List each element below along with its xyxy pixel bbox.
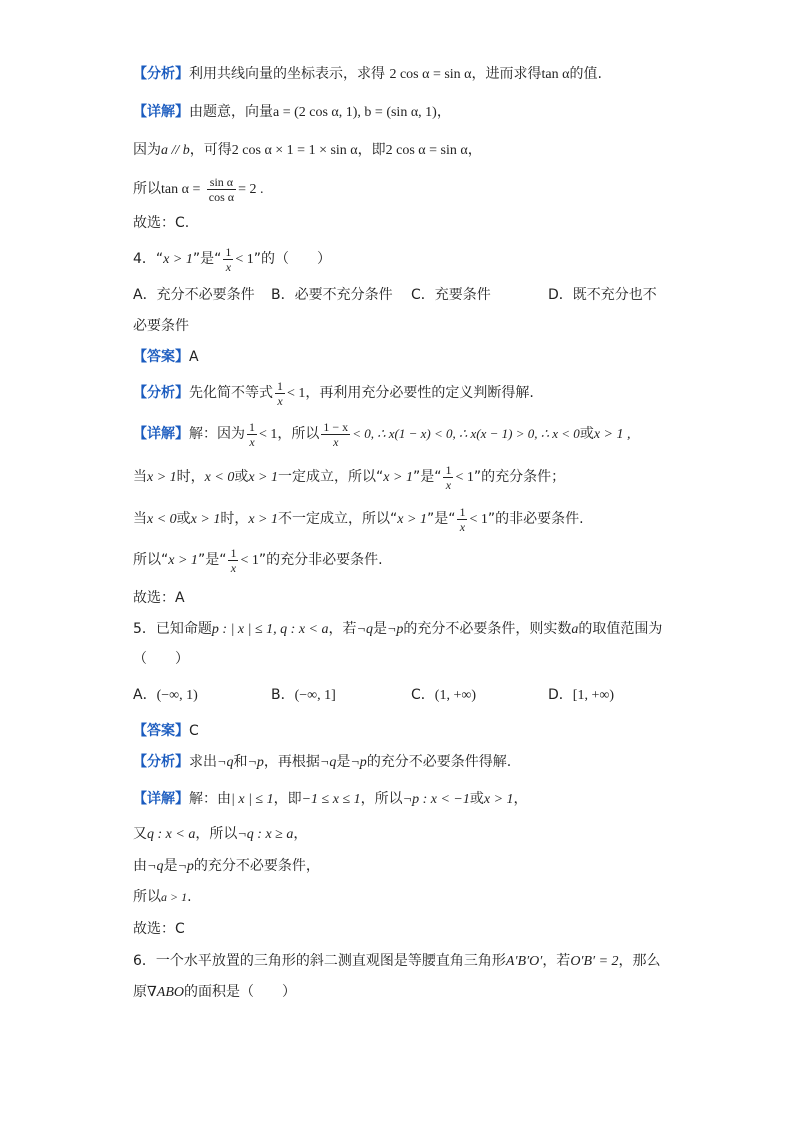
q5-option-c[interactable] — [411, 685, 476, 706]
q5-option-b[interactable] — [271, 685, 336, 706]
math-expr: x < 0 — [147, 512, 177, 527]
math-expr: x > 1 — [383, 470, 413, 485]
q4-line3 — [133, 543, 383, 578]
numerator: 1 — [445, 462, 452, 477]
fraction — [457, 505, 467, 534]
q5-detail — [133, 789, 528, 810]
q4-option-a[interactable]: A．充分不必要条件 — [133, 287, 255, 303]
denominator: x — [333, 434, 339, 449]
text: 解：因为 — [189, 426, 245, 442]
text: ， — [293, 826, 308, 842]
text: ，所以 — [277, 426, 320, 442]
denominator: x — [445, 477, 452, 492]
math-expr: < 1 — [240, 553, 259, 568]
math-expr: < 1 — [235, 252, 254, 267]
fraction — [247, 420, 257, 449]
text: ”是“ — [426, 511, 456, 527]
text: 由 — [133, 858, 147, 874]
text: ，若 — [542, 953, 571, 969]
text: ”的充分条件； — [473, 469, 566, 485]
fraction — [275, 379, 285, 408]
text: . — [187, 889, 192, 905]
math-expr: = 2 . — [238, 182, 264, 197]
option-letter: A． — [133, 687, 157, 703]
text: 当 — [133, 511, 147, 527]
math-expr: 2 cos α × 1 = 1 × sin α — [231, 143, 358, 158]
numerator: 1 — [225, 244, 232, 259]
option-value: (−∞, 1) — [156, 688, 198, 703]
q3-select — [133, 213, 189, 233]
text: 时， — [220, 511, 249, 527]
answer-label: 【答案】 — [133, 723, 189, 739]
q3-analysis-line — [133, 64, 602, 85]
q4-analysis — [133, 376, 534, 411]
q6-stem-cont — [133, 982, 296, 1003]
math-expr: 2 cos α = sin α — [389, 67, 472, 82]
math-expr: < 0, ∴ x(1 − x) < 0, ∴ x(x − 1) > 0, ∴ x < 0 — [352, 426, 580, 441]
text: 4．“ — [133, 251, 164, 267]
numerator: 1 — [459, 504, 466, 519]
text: 利用共线向量的坐标表示，求得 — [189, 66, 385, 82]
text: 所以“ — [133, 552, 169, 568]
math-expr: ¬q — [319, 755, 337, 770]
text: ”的（ ） — [253, 251, 332, 267]
text: 所以 — [133, 181, 161, 197]
option-letter: C． — [411, 687, 435, 703]
text: 原 — [133, 984, 147, 1000]
text: ”的充分非必要条件. — [258, 552, 383, 568]
text: ，可得 — [189, 142, 232, 158]
text: 的值. — [569, 66, 602, 82]
analysis-label: 【分析】 — [133, 66, 189, 82]
math-expr: a > 1 — [161, 890, 188, 904]
text: 解：由 — [189, 791, 231, 807]
text: 求出 — [189, 754, 217, 770]
text: 或 — [176, 511, 191, 527]
fraction — [443, 463, 453, 492]
math-expr: ¬q : x ≥ a — [237, 827, 294, 842]
text: ，再根据 — [263, 754, 320, 770]
text: 或 — [579, 426, 594, 442]
math-expr: < 1 — [455, 470, 474, 485]
math-expr: | x | ≤ 1 — [231, 792, 274, 807]
math-expr: ¬q — [147, 859, 164, 874]
text: 的取值范围为 — [578, 621, 663, 637]
numerator: sin α — [207, 175, 236, 190]
math-expr: < 1 — [259, 427, 278, 442]
math-expr: p : | x | ≤ 1, q : x < a — [211, 622, 329, 637]
math-expr: x > 1 — [168, 553, 198, 568]
q3-line4 — [133, 172, 264, 207]
numerator: 1 — [249, 419, 255, 434]
text: 必要条件 — [133, 318, 189, 334]
text: 一定成立，所以“ — [278, 469, 384, 485]
math-expr: a — [571, 622, 579, 637]
math-expr: ¬p — [247, 755, 264, 770]
math-expr: A′B′O′ — [505, 954, 543, 969]
text: 故选：A — [133, 590, 185, 606]
math-expr: < 1 — [287, 386, 306, 401]
numerator: 1 — [230, 545, 237, 560]
math-expr: < 1 — [469, 512, 488, 527]
text: ，所以 — [360, 791, 403, 807]
q6-stem — [133, 951, 661, 972]
q5-option-d[interactable] — [548, 685, 614, 706]
q4-line1 — [133, 460, 565, 495]
option-value: [1, +∞) — [572, 688, 614, 703]
fraction — [321, 420, 350, 449]
math-expr: ¬p — [177, 859, 194, 874]
math-expr: tan α — [541, 67, 570, 82]
math-expr: ∇ABO — [147, 985, 184, 1000]
text: 是 — [163, 858, 178, 874]
text: ”的非必要条件. — [487, 511, 584, 527]
text: 由题意，向量 — [189, 104, 273, 120]
q3-detail-line — [133, 102, 451, 123]
q4-line2 — [133, 502, 584, 537]
q5-option-a[interactable] — [133, 685, 198, 706]
text: ，即 — [273, 791, 302, 807]
text: 因为 — [133, 142, 161, 158]
math-expr: x > 1 — [248, 512, 279, 527]
numerator: 1 — [277, 378, 283, 393]
q5-analysis — [133, 752, 511, 773]
text: 当 — [133, 469, 147, 485]
denominator: x — [230, 560, 237, 575]
math-expr: a = (2 cos α, 1), b = (sin α, 1) — [273, 105, 437, 120]
math-expr: x > 1 — [397, 512, 427, 527]
option-value: (1, +∞) — [434, 688, 476, 703]
text: ，若 — [328, 621, 357, 637]
text: ，进而求得 — [471, 66, 542, 82]
fraction — [228, 546, 238, 575]
text: 故选：C — [133, 921, 185, 937]
detail-label: 【详解】 — [133, 791, 189, 807]
answer-label: 【答案】 — [133, 349, 189, 365]
q4-option-d-cont — [133, 316, 189, 336]
text: 先化简不等式 — [189, 385, 273, 401]
math-expr: x < 0 — [204, 470, 235, 485]
denominator: x — [249, 434, 255, 449]
denominator: cos α — [208, 189, 235, 204]
math-expr: x > 1 — [163, 252, 193, 267]
math-expr: ¬q — [356, 622, 373, 637]
q5-line2 — [133, 856, 320, 877]
answer-value: C — [189, 723, 199, 739]
math-expr: ¬p : x < −1 — [402, 792, 470, 807]
fraction — [223, 245, 233, 274]
math-expr: ¬q — [217, 755, 234, 770]
text: ”是“ — [192, 251, 222, 267]
q5-answer — [133, 721, 199, 741]
q4-detail — [133, 417, 630, 452]
math-expr: 2 cos α = sin α — [385, 143, 468, 158]
text: 不一定成立，所以“ — [278, 511, 398, 527]
option-value: (−∞, 1] — [294, 688, 336, 703]
text: 所以 — [133, 889, 161, 905]
text: 6．一个水平放置的三角形的斜二测直观图是等腰直角三角形 — [133, 953, 506, 969]
q4-select — [133, 588, 185, 608]
denominator: x — [277, 393, 283, 408]
text: ， — [467, 142, 482, 158]
numerator: 1 − x — [323, 419, 349, 434]
text: 是 — [336, 754, 351, 770]
analysis-label: 【分析】 — [133, 385, 189, 401]
text: ”是“ — [412, 469, 442, 485]
q3-line3 — [133, 140, 482, 161]
text: 的充分不必要条件得解. — [366, 754, 512, 770]
math-expr: −1 ≤ x ≤ 1 — [301, 792, 361, 807]
math-expr: x > 1 — [248, 470, 279, 485]
text: ，所以 — [195, 826, 238, 842]
text: ，再利用充分必要性的定义判断得解. — [305, 385, 534, 401]
detail-label: 【详解】 — [133, 104, 189, 120]
answer-value: A — [189, 349, 199, 365]
math-expr: x > 1 — [190, 512, 221, 527]
text: 时， — [176, 469, 205, 485]
analysis-label: 【分析】 — [133, 754, 189, 770]
text: ，那么 — [618, 953, 661, 969]
text: 是 — [372, 621, 387, 637]
math-expr: ¬p — [350, 755, 367, 770]
math-expr: q : x < a — [147, 827, 196, 842]
text: 的充分不必要条件，则实数 — [403, 621, 572, 637]
q4-stem — [133, 242, 331, 277]
option-letter: B． — [271, 687, 295, 703]
text: 又 — [133, 826, 147, 842]
text: 故选：C. — [133, 215, 190, 231]
q5-stem — [133, 619, 662, 640]
denominator: x — [459, 519, 466, 534]
math-expr: x > 1 , — [593, 427, 631, 442]
q4-option-c[interactable]: C．充要条件 — [411, 287, 491, 303]
q5-line1 — [133, 824, 307, 845]
fraction — [207, 175, 236, 204]
detail-label: 【详解】 — [133, 426, 189, 442]
q5-select — [133, 919, 185, 939]
text: 5．已知命题 — [133, 621, 212, 637]
text: 的面积是（ ） — [184, 984, 296, 1000]
q4-option-d[interactable]: D．既不充分也不 — [548, 287, 657, 303]
math-expr: a // b — [161, 143, 190, 158]
denominator: x — [225, 259, 232, 274]
text: ， — [436, 104, 451, 120]
text: 和 — [233, 754, 248, 770]
math-expr: O′B′ = 2 — [570, 954, 619, 969]
text: 的充分不必要条件， — [193, 858, 320, 874]
text: 或 — [469, 791, 484, 807]
q5-stem-cont — [133, 649, 189, 669]
math-expr: x > 1 — [483, 792, 514, 807]
math-expr: tan α = — [161, 182, 201, 197]
q4-answer — [133, 347, 199, 367]
q4-option-b[interactable]: B．必要不充分条件 — [271, 287, 393, 303]
text: ，即 — [357, 142, 386, 158]
text: ， — [513, 791, 528, 807]
option-letter: D． — [548, 687, 573, 703]
text: 或 — [234, 469, 249, 485]
text: （ ） — [133, 651, 189, 667]
math-expr: ¬p — [386, 622, 404, 637]
q5-line3 — [133, 887, 192, 907]
math-expr: x > 1 — [147, 470, 177, 485]
text: ”是“ — [197, 552, 227, 568]
